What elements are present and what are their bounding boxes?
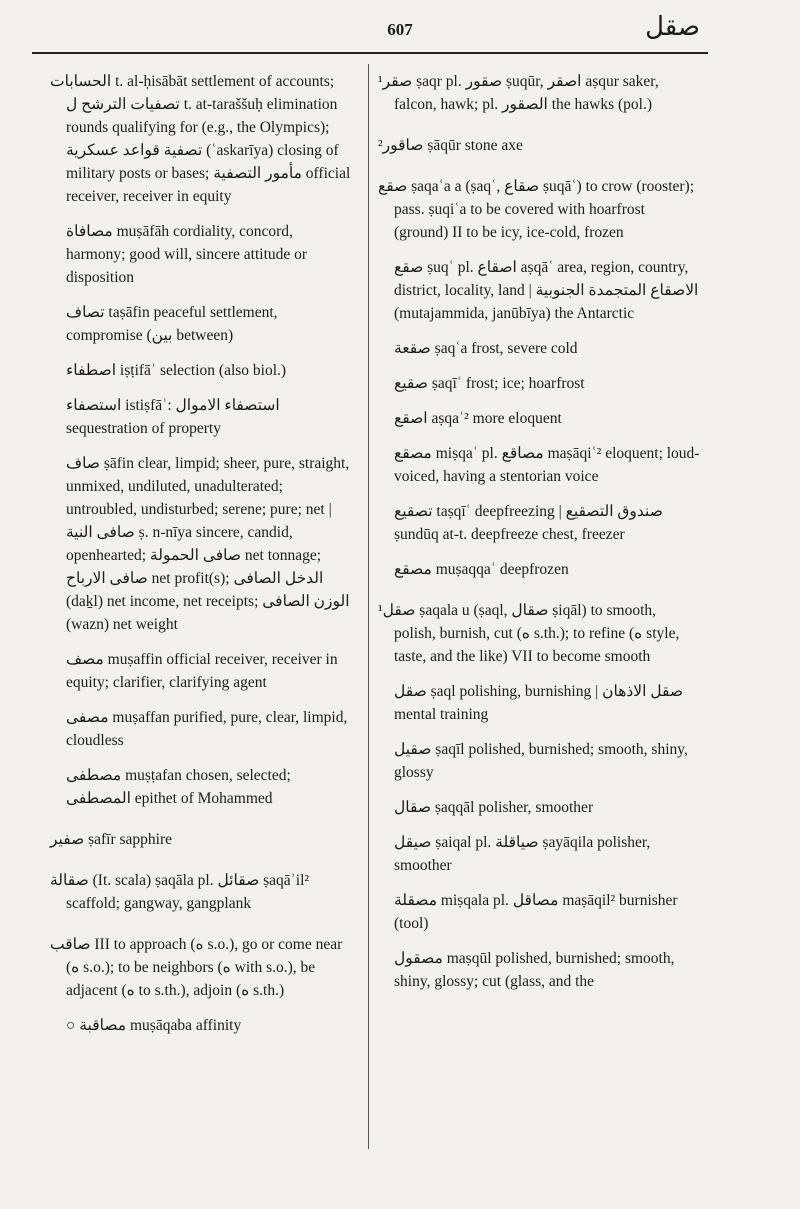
- running-headword: صقل: [645, 12, 700, 42]
- entry: صاف ṣāfin clear, limpid; sheer, pure, straight, unmixed, undiluted, unadulterated; untroubled, undisturbed; serene; pure; net | صافى النية ṣ. n-nīya sincere, candid, openhearted; صافى الحمولة net tonnage; صافى الارباح net profit(s); الدخل الصافى (daḵl) net income, net receipts; الوزن الصافى (wazn) net weight: [66, 455, 350, 633]
- entry: ²صاقور ṣāqūr stone axe: [378, 137, 523, 154]
- entry: مصف muṣaffin official receiver, receiver in equity; clarifier, clarifying agent: [66, 651, 338, 691]
- entry: صقعة ṣaqʿa frost, severe cold: [394, 340, 578, 357]
- column-divider: [368, 64, 369, 1149]
- left-column: [50, 70, 356, 1049]
- entry: مصقلة miṣqala pl. مصاقل maṣāqil² burnisher (tool): [394, 892, 678, 932]
- entry: صقيع ṣaqīʿ frost; ice; hoarfrost: [394, 375, 585, 392]
- page-number: 607: [387, 20, 413, 39]
- entry: مصطفى muṣṭafan chosen, selected; المصطفى epithet of Mohammed: [66, 767, 291, 807]
- entry: صفير ṣafīr sapphire: [50, 831, 173, 848]
- entry: ¹صقل ṣaqala u (ṣaql, صقال ṣiqāl) to smooth, polish, burnish, cut (ه s.th.); to refine (ه style, taste, and the like) VII to become smooth: [378, 602, 680, 665]
- entry: مصقع muṣaqqaʿ deepfrozen: [394, 561, 569, 578]
- entry: اصطفاء iṣṭifāʾ selection (also biol.): [66, 362, 287, 379]
- entry: ○ مصاقبة muṣāqaba affinity: [66, 1017, 242, 1034]
- entry: صقع ṣaqaʿa a (ṣaqʿ, صقاع ṣuqāʿ) to crow (rooster); pass. ṣuqiʿa to be covered with hoarfrost (ground) II to be icy, ice-cold, frozen: [378, 178, 695, 241]
- header-rule: [32, 52, 708, 54]
- entry: ¹صقر ṣaqr pl. صقور ṣuqūr, اصقر aṣqur saker, falcon, hawk; pl. الصقور the hawks (pol.): [378, 73, 659, 113]
- entry: صاقب III to approach (ه s.o.), go or come near (ه s.o.); to be neighbors (ه with s.o.), be adjacent (ه to s.th.), adjoin (ه s.th.): [50, 936, 343, 999]
- entry: صيقل ṣaiqal pl. صياقلة ṣayāqila polisher, smoother: [394, 834, 651, 874]
- entry: الحسابات t. al-ḥisābāt settlement of accounts; تصفيات الترشح ل t. at-taraššuḥ elimination rounds qualifying for (e.g., the Olympics); تصفية قواعد عسكرية (ʿaskarīya) closing of military posts or bases; مأمور التصفية official receiver, receiver in equity: [50, 73, 351, 205]
- entry: مصقع miṣqaʿ pl. مصاقع maṣāqiʿ² eloquent; loud-voiced, having a stentorian voice: [394, 445, 700, 485]
- entry: صقع ṣuqʿ pl. اصقاع aṣqāʿ area, region, country, district, locality, land | الاصقاع المتجمدة الجنوبية (mutajammida, janūbīya) the Antarctic: [394, 259, 699, 322]
- entry: مصفى muṣaffan purified, pure, clear, limpid, cloudless: [66, 709, 348, 749]
- entry: اصقع aṣqaʿ² more eloquent: [394, 410, 562, 427]
- right-column: [378, 70, 700, 1005]
- entry: تصقيع taṣqīʿ deepfreezing | صندوق التصقيع ṣundūq at-t. deepfreeze chest, freezer: [394, 503, 663, 543]
- entry: صقالة (It. scala) ṣaqāla pl. صقائل ṣaqāʾil² scaffold; gangway, gangplank: [50, 872, 310, 912]
- page-header: [0, 0, 800, 60]
- entry: صقال ṣaqqāl polisher, smoother: [394, 799, 594, 816]
- entry: تصاف taṣāfin peaceful settlement, compromise (بين between): [66, 304, 278, 344]
- entry: استصفاء istiṣfāʾ: استصفاء الاموال sequestration of property: [66, 397, 280, 437]
- entry: صقل ṣaql polishing, burnishing | صقل الاذهان mental training: [394, 683, 684, 723]
- entry: مصافاة muṣāfāh cordiality, concord, harmony; good will, sincere attitude or disposition: [66, 223, 308, 286]
- entry: مصقول maṣqūl polished, burnished; smooth, shiny, glossy; cut (glass, and the: [394, 950, 675, 990]
- entry: صقيل ṣaqīl polished, burnished; smooth, shiny, glossy: [394, 741, 688, 781]
